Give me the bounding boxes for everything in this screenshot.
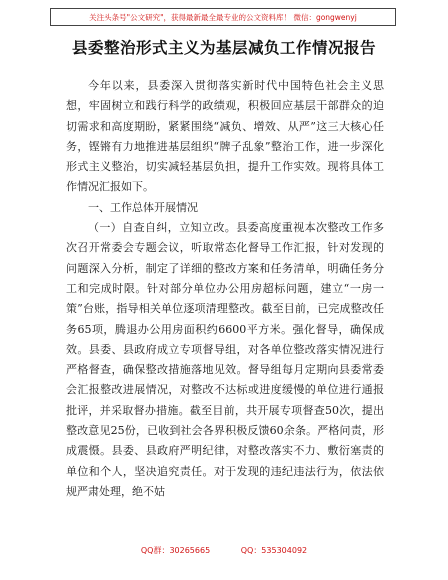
promo-banner xyxy=(50,8,396,26)
qq-text: QQ：535304092 xyxy=(240,546,308,555)
intro-paragraph: 今年以来，县委深入贯彻落实新时代中国特色社会主义思想，牢固树立和践行科学的政绩观，积极回应基层干部群众的迫切需求和高度期盼，紧紧围绕“减负、增效、从严”这三大核心任务，铿锵有力地推进基层组织“牌子乱象”整治工作，进一步深化形式主义整治，切实减轻基层负担，提升工作实效。现将具体工作情况汇报如下。 xyxy=(66,79,384,194)
contact-footer xyxy=(0,545,448,556)
banner-text: 关注头条号"公文研究"，获得最新最全最专业的公文资料库！ 微信：gongwenyj xyxy=(89,12,357,22)
section-paragraph: （一）自查自纠，立知立改。县委高度重视本次整改工作多次召开常委会专题会议，听取常态化督导工作汇报，针对发现的问题深入分析，制定了详细的整改方案和任务清单，明确任务分工和完成时限。针对部分单位办公用房超标问题，建立“一房一策”台账，指导相关单位逐项清理整改。截至目前，已完成整改任务65项，腾退办公用房面积约6600平方米。强化督导，确保成效。县委、县政府成立专项督导组，对各单位整改落实情况进行严格督查，确保整改措施落地见效。督导组每月定期向县委常委会汇报整改进展情况，对整改不达标或进度缓慢的单位进行通报批评，并采取督办措施。截至目前，共开展专项督查50次，提出整改意见25份，已收到社会各界积极反馈60余条。严格问责，形成震慑。县委、县政府严明纪律，对整改落实不力、敷衍塞责的单位和个人，坚决追究责任。对于发现的违纪违法行为，依法依规严肃处理，绝不姑 xyxy=(66,221,384,498)
qq-group-text: QQ群：30265665 xyxy=(140,546,211,555)
document-title: 县委整治形式主义为基层减负工作情况报告 xyxy=(71,39,376,57)
document-body xyxy=(66,76,384,502)
section-heading: 一、工作总体开展情况 xyxy=(88,200,198,214)
